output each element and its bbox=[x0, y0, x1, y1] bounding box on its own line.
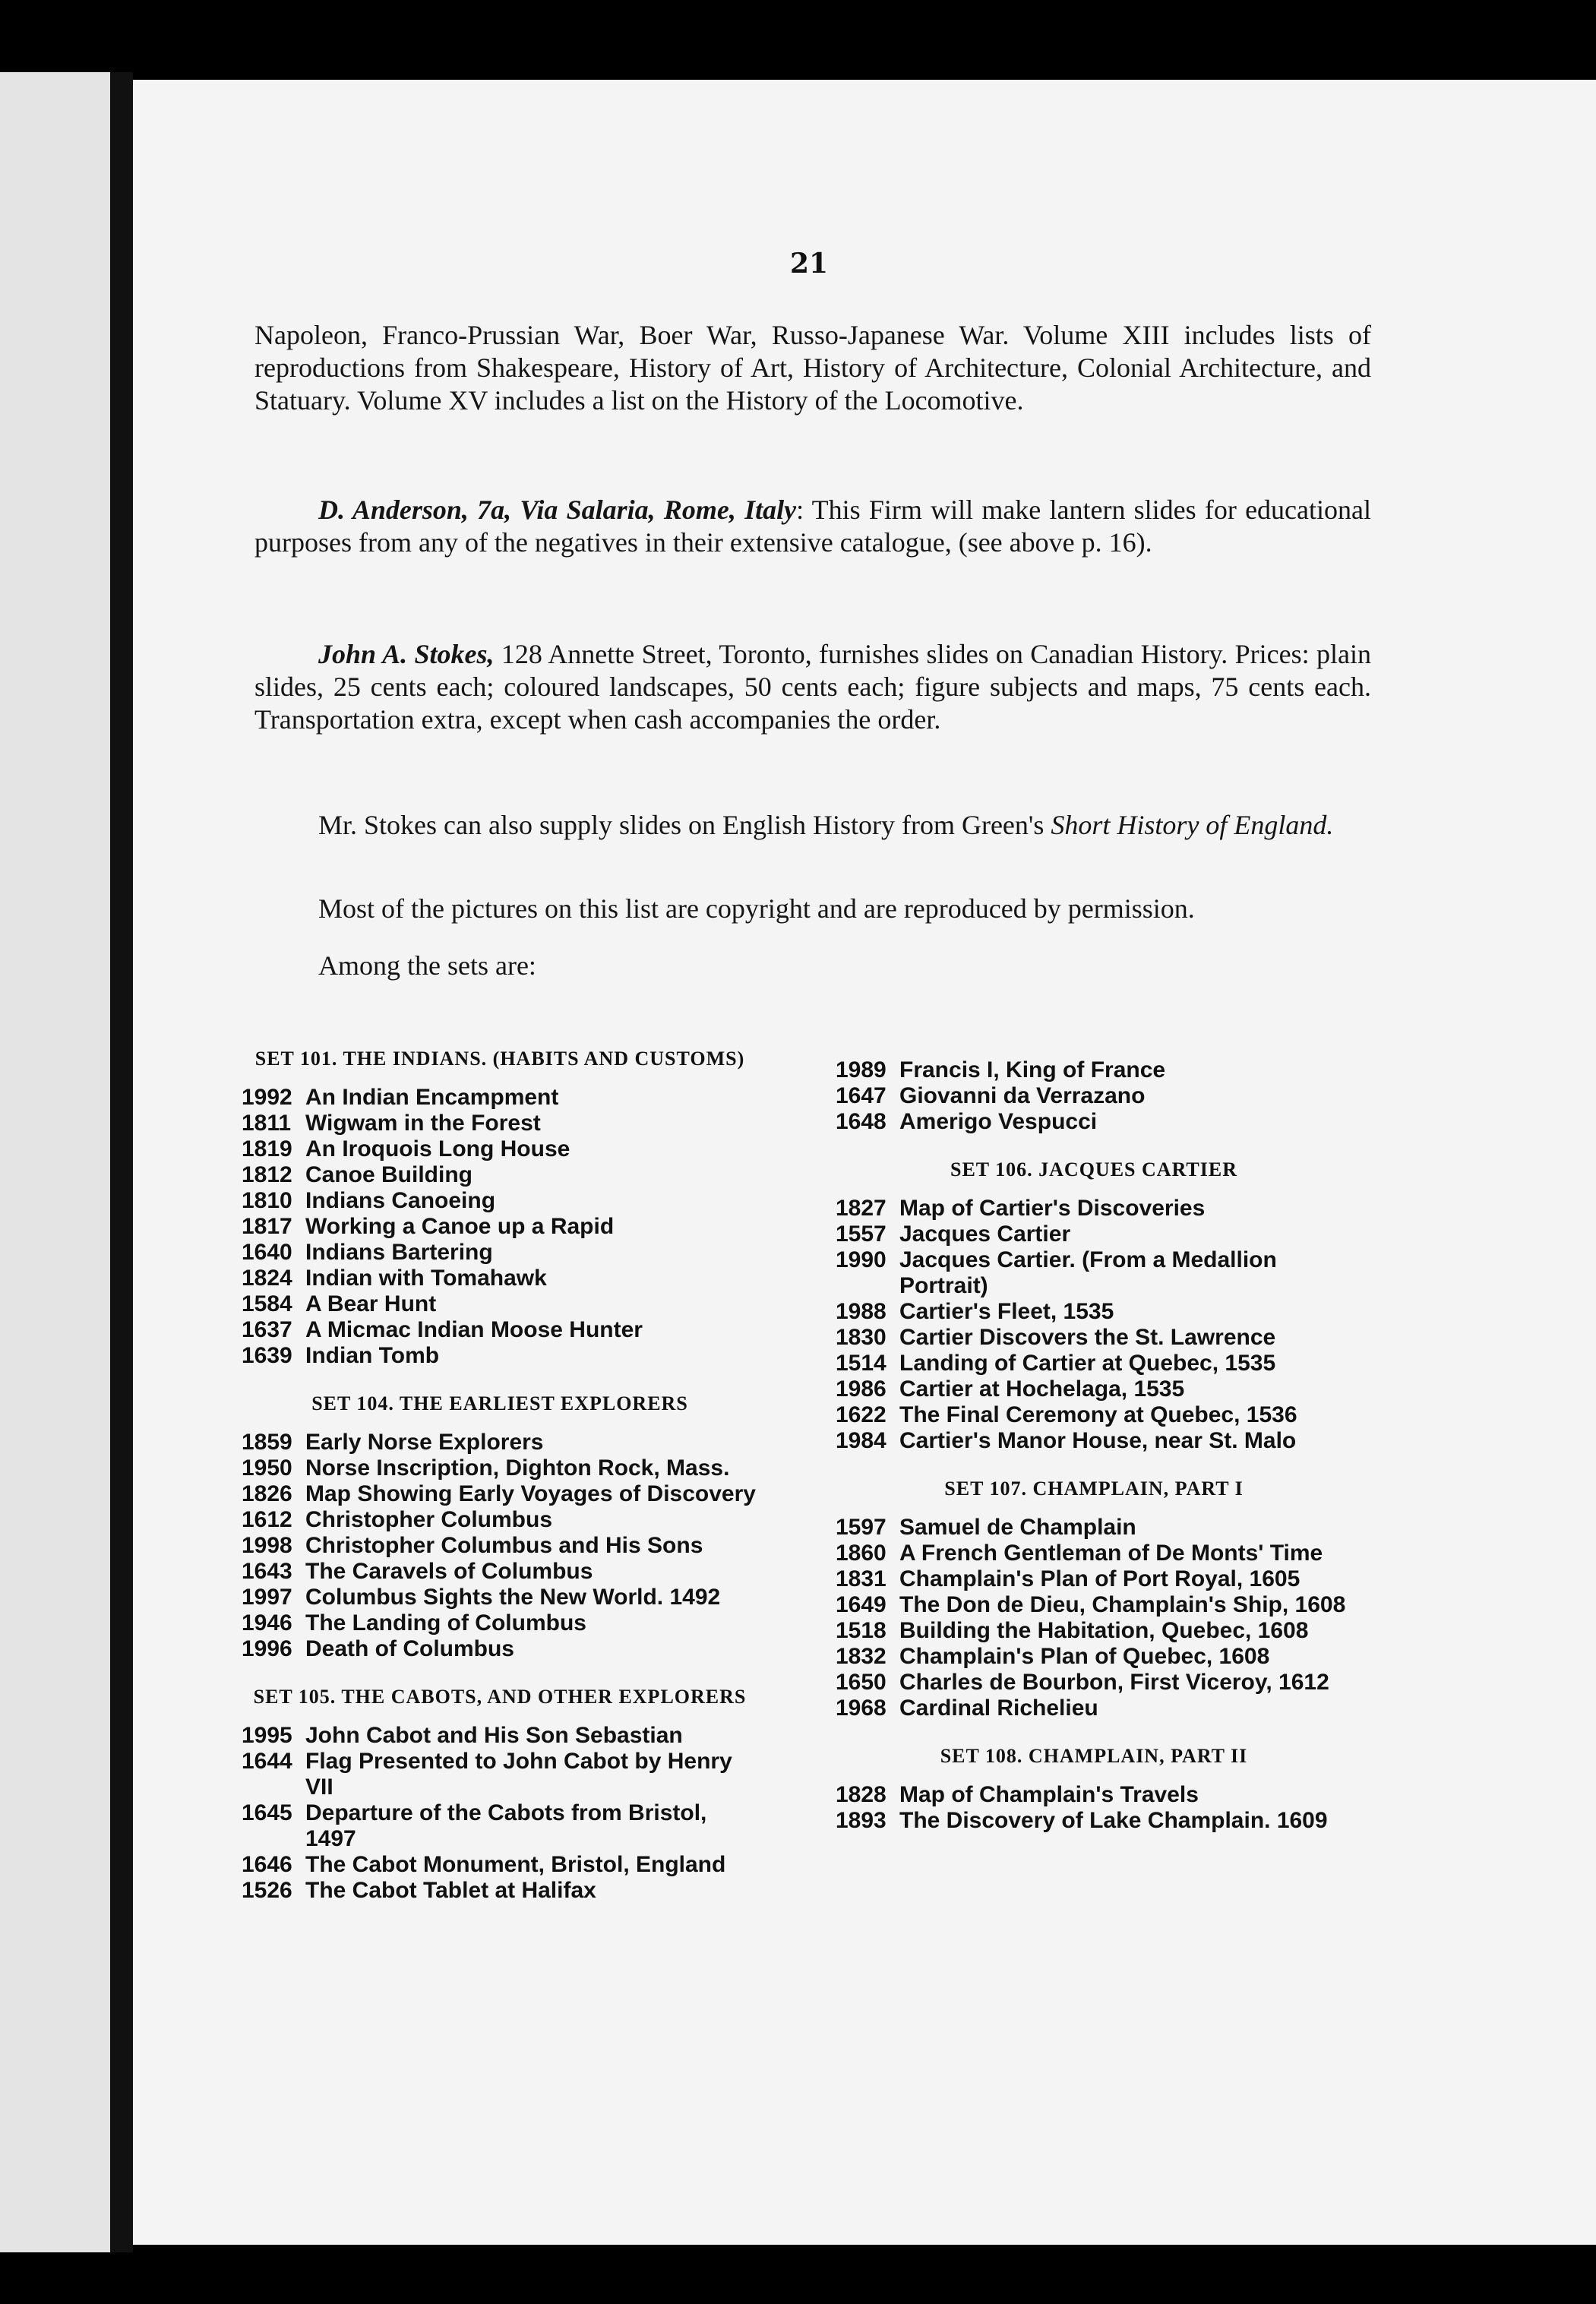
slide-number: 1811 bbox=[242, 1111, 292, 1136]
set-heading: SET 105. THE CABOTS, AND OTHER EXPLORERS bbox=[253, 1686, 747, 1708]
slide-entry bbox=[242, 1507, 758, 1533]
slide-entry bbox=[836, 1782, 1352, 1808]
slide-number: 1986 bbox=[836, 1376, 886, 1402]
set-heading: SET 104. THE EARLIEST EXPLORERS bbox=[311, 1392, 688, 1414]
slide-number: 1557 bbox=[836, 1222, 886, 1247]
slide-title: Charles de Bourbon, First Viceroy, 1612 bbox=[899, 1670, 1329, 1695]
slide-number: 1946 bbox=[242, 1610, 292, 1636]
slide-title: The Discovery of Lake Champlain. 1609 bbox=[899, 1808, 1328, 1833]
slide-entry bbox=[836, 1541, 1352, 1566]
slide-title: Giovanni da Verrazano bbox=[899, 1083, 1146, 1108]
slide-number: 1826 bbox=[242, 1481, 292, 1506]
facing-page-edge bbox=[0, 72, 110, 2252]
slide-entry bbox=[836, 1428, 1352, 1454]
slide-title: An Indian Encampment bbox=[305, 1085, 559, 1110]
slide-entry bbox=[242, 1878, 758, 1904]
slide-number: 1831 bbox=[836, 1566, 886, 1591]
paragraph-english-history bbox=[254, 809, 1371, 842]
slide-title: Indians Canoeing bbox=[305, 1188, 496, 1213]
slide-number: 1643 bbox=[242, 1559, 292, 1584]
slide-number: 1859 bbox=[242, 1430, 292, 1455]
slide-entry bbox=[242, 1317, 758, 1343]
slide-number: 1518 bbox=[836, 1618, 886, 1643]
slide-entry bbox=[242, 1240, 758, 1266]
slide-number: 1640 bbox=[242, 1240, 292, 1265]
slide-number: 1996 bbox=[242, 1636, 292, 1661]
slide-title: Map Showing Early Voyages of Discovery bbox=[305, 1481, 756, 1506]
slide-list-left-column bbox=[242, 1047, 758, 1926]
slide-entry bbox=[242, 1430, 758, 1455]
anderson-name: D. Anderson, 7a, Via Salaria, Rome, Italy bbox=[318, 495, 797, 525]
slide-title: Wigwam in the Forest bbox=[305, 1111, 541, 1136]
slide-title: The Cabot Monument, Bristol, England bbox=[305, 1852, 726, 1877]
slide-title: The Caravels of Columbus bbox=[305, 1559, 593, 1584]
slide-number: 1647 bbox=[836, 1083, 886, 1108]
slide-title: Canoe Building bbox=[305, 1162, 472, 1187]
set-heading: SET 108. CHAMPLAIN, PART II bbox=[940, 1745, 1248, 1767]
slide-number: 1997 bbox=[242, 1585, 292, 1610]
slide-number: 1819 bbox=[242, 1136, 292, 1161]
slide-title: Christopher Columbus bbox=[305, 1507, 553, 1532]
slide-number: 1645 bbox=[242, 1800, 292, 1825]
slide-number: 1526 bbox=[242, 1878, 292, 1903]
slide-number: 1824 bbox=[242, 1266, 292, 1291]
slide-number: 1650 bbox=[836, 1670, 886, 1695]
slide-title: Cardinal Richelieu bbox=[899, 1696, 1098, 1721]
slide-title: Christopher Columbus and His Sons bbox=[305, 1533, 703, 1558]
slide-number: 1612 bbox=[242, 1507, 292, 1532]
slide-title: Early Norse Explorers bbox=[305, 1430, 544, 1455]
slide-set bbox=[836, 1057, 1352, 1135]
slide-title: Indian Tomb bbox=[305, 1343, 440, 1368]
slide-title: Cartier Discovers the St. Lawrence bbox=[899, 1325, 1276, 1350]
slide-title: The Final Ceremony at Quebec, 1536 bbox=[899, 1402, 1297, 1427]
paragraph-anderson bbox=[254, 494, 1371, 559]
slide-entry bbox=[242, 1291, 758, 1317]
slide-entry bbox=[242, 1266, 758, 1291]
paragraph-stokes bbox=[254, 638, 1371, 736]
slide-entry bbox=[836, 1222, 1352, 1247]
slide-title: Landing of Cartier at Quebec, 1535 bbox=[899, 1351, 1276, 1376]
slide-title: Indian with Tomahawk bbox=[305, 1266, 547, 1291]
slide-entry bbox=[836, 1644, 1352, 1670]
stokes-name: John A. Stokes, bbox=[318, 639, 495, 669]
slide-entry bbox=[242, 1636, 758, 1662]
slide-number: 1968 bbox=[836, 1696, 886, 1721]
slide-entry bbox=[242, 1852, 758, 1878]
slide-entry bbox=[836, 1808, 1352, 1834]
slide-entry bbox=[836, 1083, 1352, 1109]
slide-entry bbox=[836, 1592, 1352, 1618]
slide-number: 1639 bbox=[242, 1343, 292, 1368]
slide-title: Amerigo Vespucci bbox=[899, 1109, 1098, 1134]
slide-title: Map of Champlain's Travels bbox=[899, 1782, 1199, 1807]
slide-title: Columbus Sights the New World. 1492 bbox=[305, 1585, 721, 1610]
slide-title: Cartier at Hochelaga, 1535 bbox=[899, 1376, 1185, 1402]
slide-number: 1514 bbox=[836, 1351, 886, 1376]
slide-entry bbox=[242, 1610, 758, 1636]
slide-entry bbox=[836, 1299, 1352, 1325]
slide-number: 1950 bbox=[242, 1455, 292, 1481]
slide-entry bbox=[836, 1247, 1352, 1299]
slide-number: 1649 bbox=[836, 1592, 886, 1617]
slide-set bbox=[242, 1392, 758, 1662]
slide-number: 1992 bbox=[242, 1085, 292, 1110]
slide-title: Building the Habitation, Quebec, 1608 bbox=[899, 1618, 1309, 1643]
book-title: Short History of England. bbox=[1051, 810, 1334, 840]
slide-entry bbox=[242, 1111, 758, 1136]
slide-number: 1989 bbox=[836, 1057, 886, 1082]
slide-number: 1860 bbox=[836, 1541, 886, 1566]
slide-title: A Micmac Indian Moose Hunter bbox=[305, 1317, 643, 1342]
slide-entry bbox=[242, 1188, 758, 1214]
slide-entry bbox=[836, 1670, 1352, 1696]
slide-entry bbox=[242, 1214, 758, 1240]
slide-entry bbox=[242, 1723, 758, 1749]
paragraph-copyright: Most of the pictures on this list are copyright and are reproduced by permission. bbox=[318, 893, 1195, 924]
slide-entry bbox=[836, 1696, 1352, 1721]
set-heading: SET 106. JACQUES CARTIER bbox=[950, 1158, 1238, 1180]
slide-set bbox=[836, 1744, 1352, 1834]
slide-set bbox=[242, 1047, 758, 1369]
slide-title: Champlain's Plan of Quebec, 1608 bbox=[899, 1644, 1270, 1669]
slide-number: 1830 bbox=[836, 1325, 886, 1350]
slide-number: 1828 bbox=[836, 1782, 886, 1807]
slide-entry bbox=[242, 1749, 758, 1800]
slide-number: 1810 bbox=[242, 1188, 292, 1213]
slide-number: 1995 bbox=[242, 1723, 292, 1748]
book-spine bbox=[110, 72, 133, 2252]
slide-entry bbox=[242, 1585, 758, 1610]
slide-entry bbox=[836, 1566, 1352, 1592]
slide-title: Jacques Cartier. (From a Medallion Portrait) bbox=[899, 1247, 1277, 1298]
slide-title: The Landing of Columbus bbox=[305, 1610, 586, 1636]
slide-title: Francis I, King of France bbox=[899, 1057, 1166, 1082]
slide-set bbox=[242, 1685, 758, 1904]
slide-entry bbox=[242, 1085, 758, 1111]
slide-entry bbox=[242, 1343, 758, 1369]
slide-entry bbox=[242, 1559, 758, 1585]
english-history-text: Mr. Stokes can also supply slides on English History from Green's bbox=[318, 810, 1051, 840]
anderson-text: : This Firm will make lantern slides for educational purposes from any of the negatives in their extensive catalogue, (see above p. 16). bbox=[254, 495, 1371, 558]
slide-number: 1998 bbox=[242, 1533, 292, 1558]
slide-number: 1827 bbox=[836, 1196, 886, 1221]
slide-number: 1832 bbox=[836, 1644, 886, 1669]
slide-title: Map of Cartier's Discoveries bbox=[899, 1196, 1206, 1221]
slide-set bbox=[836, 1477, 1352, 1721]
slide-title: Working a Canoe up a Rapid bbox=[305, 1214, 615, 1239]
paragraph-volumes: Napoleon, Franco-Prussian War, Boer War, Russo-Japanese War. Volume XIII includes lists of reproductions from Shakespeare, History of Art, History of Architecture, Colonial Architecture, and Statuary. Volume XV includes a list on the History of the Locomotive. bbox=[254, 320, 1371, 416]
slide-entry bbox=[836, 1376, 1352, 1402]
slide-entry bbox=[836, 1196, 1352, 1222]
slide-title: Flag Presented to John Cabot by Henry VII bbox=[305, 1749, 732, 1800]
slide-entry bbox=[242, 1800, 758, 1852]
slide-entry bbox=[242, 1533, 758, 1559]
slide-number: 1622 bbox=[836, 1402, 886, 1427]
slide-title: Jacques Cartier bbox=[899, 1222, 1071, 1247]
slide-number: 1597 bbox=[836, 1515, 886, 1540]
slide-title: Departure of the Cabots from Bristol, 1497 bbox=[305, 1800, 707, 1851]
slide-entry bbox=[836, 1109, 1352, 1135]
slide-title: John Cabot and His Son Sebastian bbox=[305, 1723, 683, 1748]
slide-entry bbox=[242, 1455, 758, 1481]
slide-number: 1644 bbox=[242, 1749, 292, 1774]
paragraph-sets-intro: Among the sets are: bbox=[318, 950, 536, 981]
slide-title: An Iroquois Long House bbox=[305, 1136, 570, 1161]
slide-entry bbox=[836, 1351, 1352, 1376]
slide-number: 1984 bbox=[836, 1428, 886, 1453]
slide-title: The Cabot Tablet at Halifax bbox=[305, 1878, 596, 1903]
slide-number: 1990 bbox=[836, 1247, 886, 1272]
slide-entry bbox=[836, 1402, 1352, 1428]
slide-number: 1893 bbox=[836, 1808, 886, 1833]
slide-title: Cartier's Fleet, 1535 bbox=[899, 1299, 1114, 1324]
slide-number: 1648 bbox=[836, 1109, 886, 1134]
slide-title: Death of Columbus bbox=[305, 1636, 514, 1661]
slide-title: Cartier's Manor House, near St. Malo bbox=[899, 1428, 1297, 1453]
slide-entry bbox=[836, 1325, 1352, 1351]
slide-title: Indians Bartering bbox=[305, 1240, 493, 1265]
slide-title: Champlain's Plan of Port Royal, 1605 bbox=[899, 1566, 1301, 1591]
slide-title: A Bear Hunt bbox=[305, 1291, 437, 1316]
slide-title: The Don de Dieu, Champlain's Ship, 1608 bbox=[899, 1592, 1346, 1617]
slide-entry bbox=[836, 1618, 1352, 1644]
slide-entry bbox=[242, 1481, 758, 1507]
slide-set bbox=[836, 1158, 1352, 1454]
slide-number: 1584 bbox=[242, 1291, 292, 1316]
slide-number: 1646 bbox=[242, 1852, 292, 1877]
slide-title: Samuel de Champlain bbox=[899, 1515, 1136, 1540]
slide-number: 1637 bbox=[242, 1317, 292, 1342]
slide-number: 1817 bbox=[242, 1214, 292, 1239]
slide-number: 1988 bbox=[836, 1299, 886, 1324]
slide-title: Norse Inscription, Dighton Rock, Mass. bbox=[305, 1455, 730, 1481]
slide-title: A French Gentleman of De Monts' Time bbox=[899, 1541, 1323, 1566]
slide-entry bbox=[242, 1136, 758, 1162]
slide-list-right-column bbox=[836, 1057, 1352, 1857]
slide-entry bbox=[242, 1162, 758, 1188]
slide-number: 1812 bbox=[242, 1162, 292, 1187]
stokes-text: 128 Annette Street, Toronto, furnishes slides on Canadian History. Prices: plain slides, 25 cents each; coloured landscapes, 50 cents each; figure subjects and maps, 75 cents each. Transportation extra, except when cash accompanies the order. bbox=[254, 639, 1372, 735]
slide-entry bbox=[836, 1057, 1352, 1083]
slide-entry bbox=[836, 1515, 1352, 1541]
set-heading: SET 107. CHAMPLAIN, PART I bbox=[944, 1478, 1244, 1500]
page-number: 21 bbox=[790, 248, 829, 280]
set-heading: SET 101. THE INDIANS. (HABITS AND CUSTOMS) bbox=[254, 1048, 745, 1070]
